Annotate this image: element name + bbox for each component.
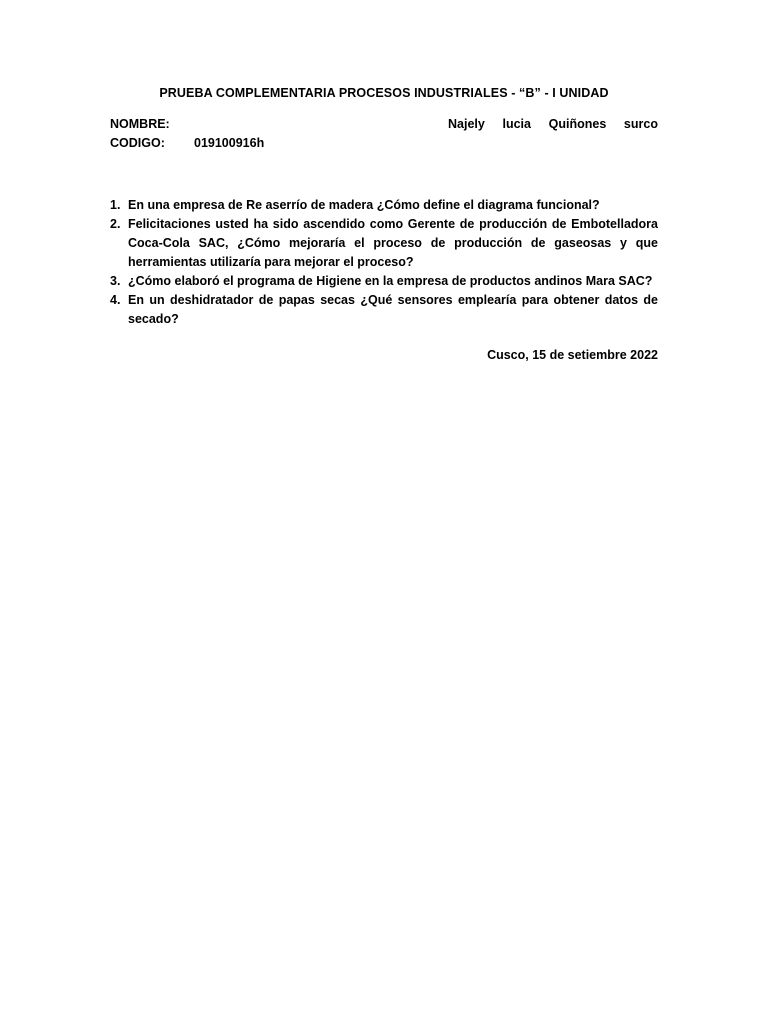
question-text: En una empresa de Re aserrío de madera ¿Cómo define el diagrama funcional? xyxy=(128,198,600,212)
question-number: 4. xyxy=(110,293,121,307)
question-number: 3. xyxy=(110,274,121,288)
question-list xyxy=(110,196,658,329)
question-number: 2. xyxy=(110,217,121,231)
student-name xyxy=(448,117,658,131)
question-item xyxy=(110,291,658,329)
nombre-row xyxy=(110,117,658,135)
codigo-value: 019100916h xyxy=(194,136,265,150)
document-date: Cusco, 15 de setiembre 2022 xyxy=(487,348,658,362)
name-word: Najely xyxy=(448,117,485,131)
question-number: 1. xyxy=(110,198,121,212)
question-text: Felicitaciones usted ha sido ascendido como Gerente de producción de Embotelladora Coca-Cola SAC, ¿Cómo mejoraría el proceso de producción de gaseosas y que herramientas utilizaría para mejorar el proceso? xyxy=(128,217,658,269)
codigo-label: CODIGO: xyxy=(110,136,165,150)
question-item xyxy=(110,215,658,272)
name-word: surco xyxy=(623,117,658,131)
codigo-row xyxy=(110,136,658,154)
name-word: lucia xyxy=(502,117,531,131)
nombre-label: NOMBRE: xyxy=(110,117,170,131)
name-word: Quiñones xyxy=(548,117,607,131)
document-title: PRUEBA COMPLEMENTARIA PROCESOS INDUSTRIALES - “B” - I UNIDAD xyxy=(159,86,609,100)
question-item xyxy=(110,196,658,215)
question-text: En un deshidratador de papas secas ¿Qué sensores emplearía para obtener datos de secado? xyxy=(128,293,658,326)
question-text: ¿Cómo elaboró el programa de Higiene en la empresa de productos andinos Mara SAC? xyxy=(128,274,653,288)
question-item xyxy=(110,272,658,291)
